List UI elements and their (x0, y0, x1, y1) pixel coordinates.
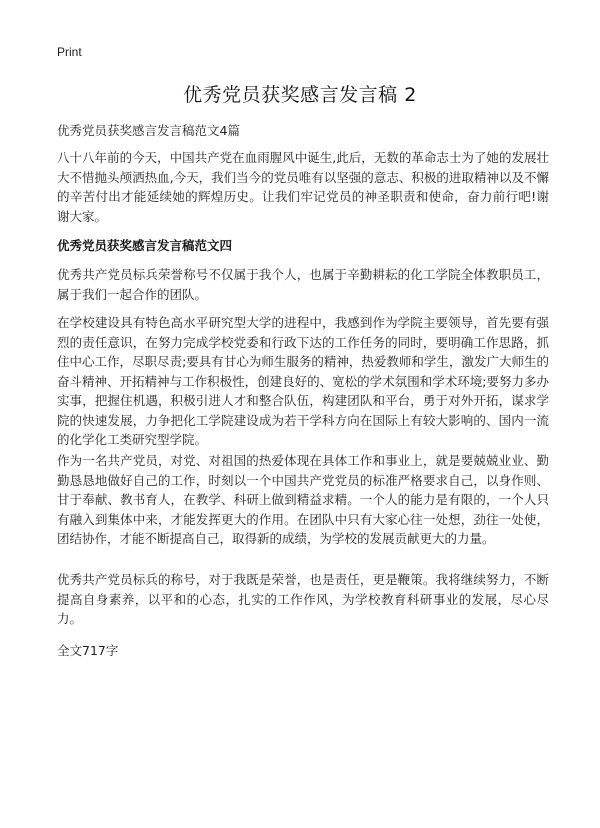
paragraph-intro: 八十八年前的今天，中国共产党在血雨腥风中诞生,此后，无数的革命志士为了她的发展壮大不惜抛头颅洒热血,今天，我们当今的党员唯有以坚强的意志、积极的进取精神以及不懈的辛苦付出才能延续她的辉煌历史。让我们牢记党员的神圣职责和使命，奋力前行吧!谢谢大家。 (57, 150, 549, 224)
print-link[interactable]: Print (57, 45, 82, 59)
word-count: 全文717字 (57, 643, 119, 658)
section-heading: 优秀党员获奖感言发言稿范文四 (57, 238, 233, 253)
page-title: 优秀党员获奖感言发言稿 2 (183, 84, 417, 106)
paragraph-party-member: 作为一名共产党员，对党、对祖国的热爱体现在具体工作和事业上，就是要兢兢业业、勤勤恳恳地做好自己的工作，时刻以一个中国共产党党员的标准严格要求自己，以身作则、甘于奉献、教书育人，在教学、科研上做到精益求精。一个人的能力是有限的，一个人只有融入到集体中来，才能发挥更大的作用。在团队中只有大家心往一处想，劲往一处使，团结协作，才能不断提高自己，取得新的成绩，为学校的发展贡献更大的力量。 (57, 453, 549, 546)
paragraph-closing: 优秀共产党员标兵的称号，对于我既是荣誉，也是责任，更是鞭策。我将继续努力，不断提高自身素养，以平和的心态，扎实的工作作风，为学校教育科研事业的发展，尽心尽力。 (57, 572, 549, 626)
document-subtitle: 优秀党员获奖感言发言稿范文4篇 (57, 123, 240, 138)
paragraph-leadership: 在学校建设具有特色高水平研究型大学的进程中，我感到作为学院主要领导，首先要有强烈的责任意识，在努力完成学校党委和行政下达的工作任务的同时，要明确工作思路，抓住中心工作，尽职尽责;要具有甘心为师生服务的精神，热爱教师和学生，激发广大师生的奋斗精神、开拓精神与工作积极性，创建良好的、宽松的学术氛围和学术环境;要努力多办实事，把握住机遇，积极引进人才和整合队伍，构建团队和平台，勇于对外开拓，谋求学院的快速发展，力争把化工学院建设成为若干学科方向在国际上有较大影响的、国内一流的化学化工类研究型学院。 (57, 315, 549, 447)
paragraph-honor: 优秀共产党员标兵荣誉称号不仅属于我个人，也属于辛勤耕耘的化工学院全体教职员工，属于我们一起合作的团队。 (57, 267, 549, 302)
